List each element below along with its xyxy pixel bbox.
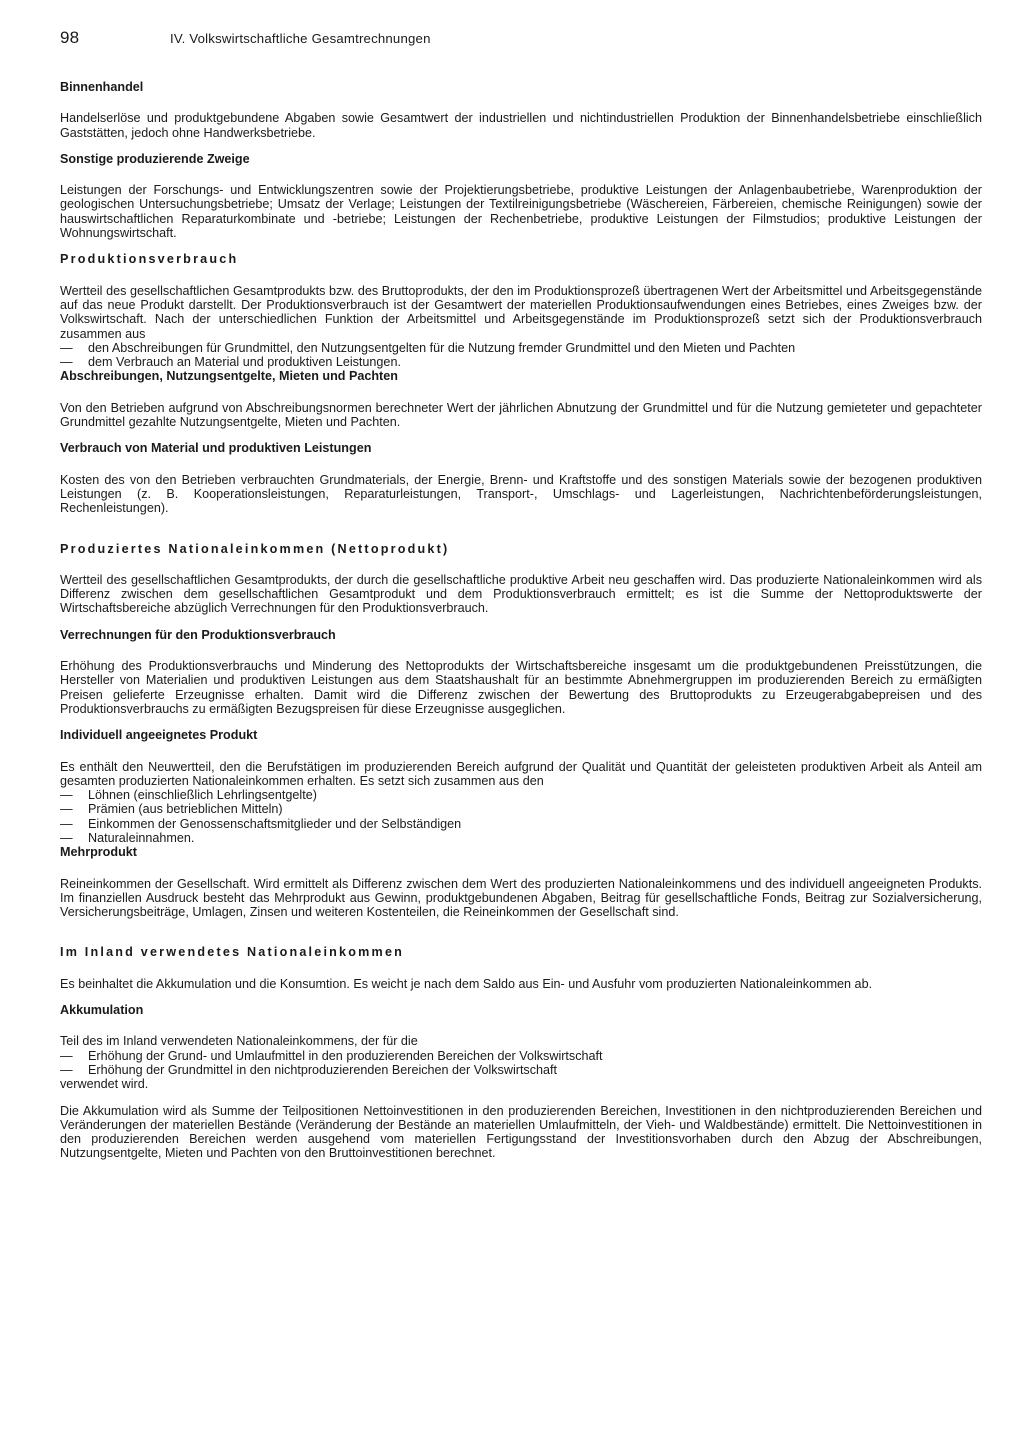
list-item: — den Abschreibungen für Grundmittel, den Nutzungsentgelten für die Nutzung fremder Grundmittel und den Mieten und Pachten — [60, 341, 982, 355]
page-number: 98 — [60, 28, 80, 47]
list-item: — Erhöhung der Grundmittel in den nichtproduzierenden Bereichen der Volkswirtschaft — [60, 1063, 982, 1077]
heading-individuell: Individuell angeeignetes Produkt — [60, 728, 258, 743]
page-content — [60, 80, 982, 1161]
list-item: — Naturaleinnahmen. — [60, 831, 982, 845]
akkumulation-intro: Teil des im Inland verwendeten Nationaleinkommens, der für die — [60, 1034, 418, 1049]
list-akkumulation — [60, 1049, 982, 1078]
paragraph-nationaleinkommen: Wertteil des gesellschaftlichen Gesamtprodukts, der durch die gesellschaftliche produktive Arbeit neu geschaffen wird. Das produzierte Nationaleinkommen wird als Differenz zwischen dem gesellschaftlichen Gesamtprodukt und dem Produktionsverbrauch ermittelt; es ist die Summe der Nettoproduktswerte der Wirtschaftsbereiche abzüglich Verrechnungen für den Produktionsverbrauch. — [60, 572, 982, 616]
heading-sonstige: Sonstige produzierende Zweige — [60, 151, 250, 166]
list-individuell — [60, 788, 982, 845]
paragraph-individuell: Es enthält den Neuwertteil, den die Berufstätigen im produzierenden Bereich aufgrund der Qualität und Quantität der geleisteten produktiven Arbeit als Anteil am gesamten produzierten Nationaleinkommen erhalten. Es setzt sich zusammen aus den — [60, 759, 982, 788]
heading-binnenhandel: Binnenhandel — [60, 80, 144, 94]
akkumulation-outro: verwendet wird. — [60, 1077, 149, 1092]
paragraph-produktionsverbrauch: Wertteil des gesellschaftlichen Gesamtprodukts bzw. des Bruttoprodukts, der den im Produktionsprozeß übertragenen Wert der Arbeitsmittel und Arbeitsgegenstände auf das neue Produkt darstellt. Der Produktionsverbrauch ist der Gesamtwert der materiellen Produktionsaufwendungen eines Betriebes, eines Zweiges bzw. der Volkswirtschaft. Nach der unterschiedlichen Funktion der Arbeitsmittel und Arbeitsgegenstände im Produktionsprozeß setzt sich der Produktionsverbrauch zusammen aus — [60, 283, 982, 341]
paragraph-mehrprodukt: Reineinkommen der Gesellschaft. Wird ermittelt als Differenz zwischen dem Wert des produzierten Nationaleinkommens und des individuell angeeigneten Produkts. Im finanziellen Ausdruck besteht das Mehrprodukt aus Gewinn, produktgebundenen Abgaben, Beitrag für gesellschaftliche Fonds, Beitrag zur Sozialversicherung, Versicherungsbeiträge, Umlagen, Zinsen und weiteren Kostenteilen, die Reineinkommen der Gesellschaft sind. — [60, 876, 982, 920]
heading-verrechnungen: Verrechnungen für den Produktionsverbrauch — [60, 627, 336, 642]
page-header — [60, 28, 982, 58]
running-title: IV. Volkswirtschaftliche Gesamtrechnungen — [170, 31, 431, 46]
heading-mehrprodukt: Mehrprodukt — [60, 845, 137, 860]
list-item: — Prämien (aus betrieblichen Mitteln) — [60, 802, 982, 816]
paragraph-verbrauch: Kosten des von den Betrieben verbrauchten Grundmaterials, der Energie, Brenn- und Kraftstoffe und des sonstigen Materials sowie der bezogenen produktiven Leistungen (z. B. Kooperationsleistungen, Reparaturleistungen, Transport-, Umschlags- und Lagerleistungen, Nachrichtenbeförderungsleistungen, Rechenleistungen). — [60, 472, 982, 516]
list-item: — Erhöhung der Grund- und Umlaufmittel in den produzierenden Bereichen der Volkswirtschaft — [60, 1049, 982, 1063]
paragraph-abschreibungen: Von den Betrieben aufgrund von Abschreibungsnormen berechneter Wert der jährlichen Abnutzung der Grundmittel und für die Nutzung gemieteter und gepachteter Grundmittel gezahlte Nutzungsentgelte, Mieten und Pachten. — [60, 400, 982, 430]
paragraph-sonstige: Leistungen der Forschungs- und Entwicklungszentren sowie der Projektierungsbetriebe, produktive Leistungen der Anlagenbaubetriebe, Warenproduktion der geologischen Untersuchungsbetriebe; Umsatz der Verlage; Leistungen der Textilreinigungsbetriebe (Wäschereien, Färbereien, chemische Reinigungen) sowie der hauswirtschaftlichen Reparaturkombinate und -betriebe; Leistungen der Rechenbetriebe, produktive Leistungen der Filmstudios; produktive Leistungen der Wohnungswirtschaft. — [60, 183, 982, 241]
heading-nationaleinkommen: Produziertes Nationaleinkommen (Nettoprodukt) — [60, 541, 450, 556]
list-item: — dem Verbrauch an Material und produktiven Leistungen. — [60, 355, 982, 369]
list-item: — Einkommen der Genossenschaftsmitglieder und der Selbständigen — [60, 817, 982, 831]
list-produktionsverbrauch — [60, 341, 982, 370]
paragraph-inland: Es beinhaltet die Akkumulation und die Konsumtion. Es weicht je nach dem Saldo aus Ein- und Ausfuhr vom produzierten Nationaleinkommen ab. — [60, 976, 873, 991]
paragraph-akkumulation: Die Akkumulation wird als Summe der Teilpositionen Nettoinvestitionen in den produzierenden Bereichen, Investitionen in den nichtproduzierenden Bereichen und Veränderungen der materiellen Bestände (Veränderung der Bestände an materiellen Umlaufmitteln, der Vieh- und Waldbestände) ermittelt. Die Nettoinvestitionen in den produzierenden Bereichen werden ausgehend vom materiellen Fertigungsstand der Investitionsvorhaben durch den Abzug der Abschreibungen, Nutzungsentgelte, Mieten und Pachten von den Bruttoinvestitionen berechnet. — [60, 1103, 982, 1161]
heading-inland: Im Inland verwendetes Nationaleinkommen — [60, 945, 405, 960]
paragraph-verrechnungen: Erhöhung des Produktionsverbrauchs und Minderung des Nettoprodukts der Wirtschaftsbereiche insgesamt um die produktgebundenen Preisstützungen, die Hersteller von Materialien und produktiven Leistungen aus dem Staatshaushalt für an bestimmte Abnehmergruppen im produzierenden Bereich zu ermäßigten Preisen gelieferte Erzeugnisse erhalten. Damit wird die Differenz zwischen der Bewertung des Bruttoprodukts zu Erzeugerabgabepreisen und des Produktionsverbrauchs zu ermäßigten Bezugspreisen für diese Erzeugnisse ausgeglichen. — [60, 659, 982, 716]
heading-abschreibungen: Abschreibungen, Nutzungsentgelte, Mieten und Pachten — [60, 369, 398, 384]
heading-akkumulation: Akkumulation — [60, 1003, 144, 1018]
heading-verbrauch: Verbrauch von Material und produktiven Leistungen — [60, 441, 372, 456]
paragraph-binnenhandel: Handelserlöse und produktgebundene Abgaben sowie Gesamtwert der industriellen und nichtindustriellen Produktion der Binnenhandelsbetriebe einschließlich Gaststätten, jedoch ohne Handwerksbetriebe. — [60, 111, 982, 140]
heading-produktionsverbrauch: Produktionsverbrauch — [60, 252, 239, 267]
list-item: — Löhnen (einschließlich Lehrlingsentgelte) — [60, 788, 982, 802]
